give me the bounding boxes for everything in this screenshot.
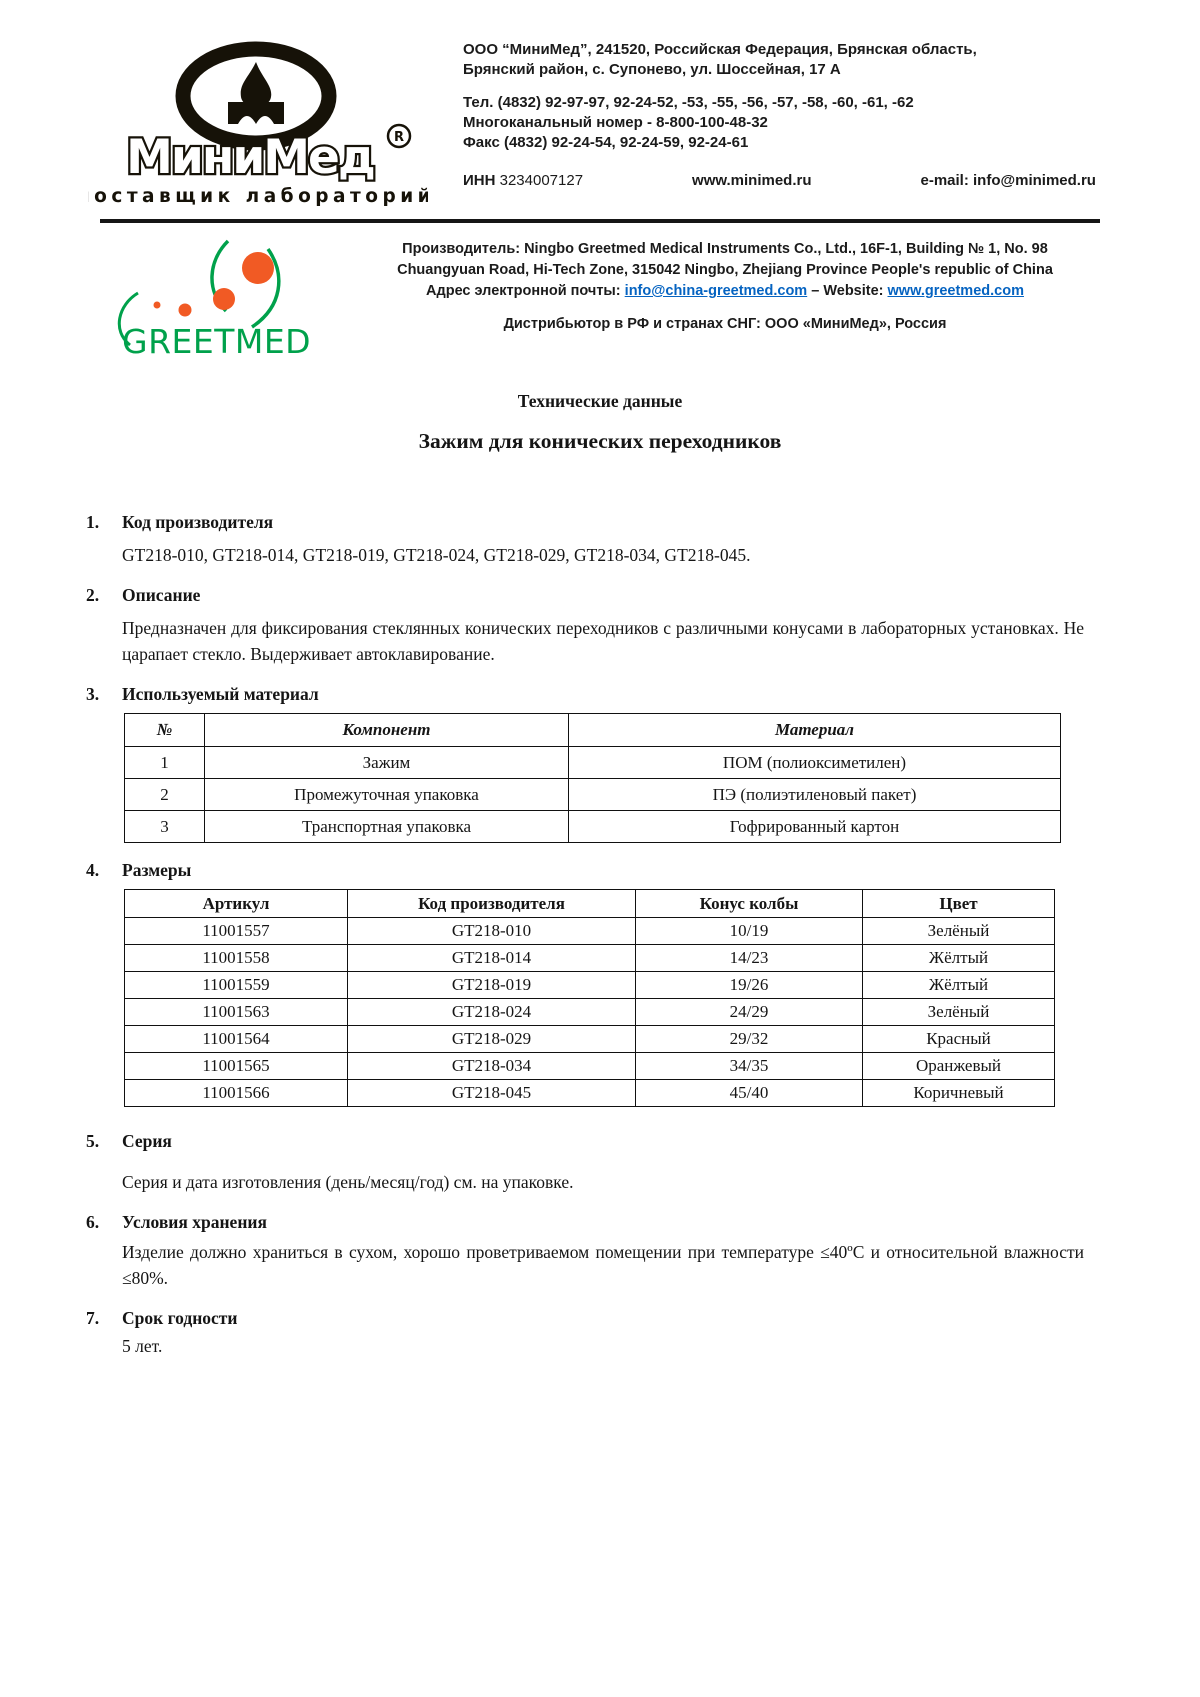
column-header: № — [125, 714, 205, 747]
table-row — [125, 999, 1055, 1026]
brand-tagline: поставщик лабораторий — [88, 186, 428, 207]
cell-article: 11001557 — [125, 918, 348, 945]
cell-component: Зажим — [205, 747, 569, 779]
cell-color: Жёлтый — [863, 972, 1055, 999]
table-header-row — [125, 714, 1061, 747]
manufacturer-band — [100, 231, 1100, 365]
section-7-title: Срок годности — [122, 1308, 238, 1328]
cell-color: Оранжевый — [863, 1053, 1055, 1080]
inn-block — [463, 171, 583, 191]
website-text: www.minimed.ru — [692, 172, 812, 189]
sizes-table — [124, 889, 1055, 1107]
orange-dot-tiny-icon — [154, 302, 161, 309]
table-row — [125, 945, 1055, 972]
section-2-text: Предназначен для фиксирования стеклянных конических переходников с различными конусами в лабораторных установках. Не царапает стекло. Выдерживает автоклавирование. — [122, 618, 1084, 664]
section-4-title: Размеры — [122, 860, 192, 880]
section-1-title: Код производителя — [122, 512, 274, 532]
greetmed-logo — [100, 231, 350, 365]
table-row — [125, 779, 1061, 811]
header-divider — [100, 219, 1100, 223]
table-row — [125, 1053, 1055, 1080]
section-6-title: Условия хранения — [122, 1212, 267, 1232]
cell-cone: 45/40 — [636, 1080, 863, 1107]
cell-article: 11001563 — [125, 999, 348, 1026]
cell-mfr-code: GT218-019 — [348, 972, 636, 999]
section-2-title: Описание — [122, 585, 201, 605]
section-3-heading — [86, 684, 1100, 705]
flame-icon — [241, 62, 272, 107]
cell-color: Зелёный — [863, 999, 1055, 1026]
registered-mark-icon: R — [393, 130, 405, 145]
phone-line: Тел. (4832) 92-97-97, 92-24-52, -53, -55, -56, -57, -58, -60, -61, -62 — [463, 94, 914, 111]
candle-icon — [228, 102, 284, 124]
email-text: e-mail: info@minimed.ru — [920, 172, 1096, 189]
section-7-text: 5 лет. — [122, 1336, 163, 1356]
section-4-number: 4. — [86, 860, 100, 880]
cell-color: Красный — [863, 1026, 1055, 1053]
email-label: Адрес электронной почты: — [426, 283, 625, 299]
section-3-title: Используемый материал — [122, 684, 319, 704]
cell-mfr-code: GT218-010 — [348, 918, 636, 945]
manufacturer-line2: Chuangyuan Road, Hi-Tech Zone, 315042 Ningbo, Zhejiang Province People's republic of China — [397, 262, 1053, 278]
cell-material: Гофрированный картон — [569, 811, 1061, 843]
cell-component: Промежуточная упаковка — [205, 779, 569, 811]
column-header: Материал — [569, 714, 1061, 747]
table-row — [125, 747, 1061, 779]
cell-color: Жёлтый — [863, 945, 1055, 972]
cell-material: ПОМ (полиоксиметилен) — [569, 747, 1061, 779]
section-6-text: Изделие должно храниться в сухом, хорошо проветриваемом помещении при температуре ≤40ºС и относительной влажности ≤80%. — [122, 1242, 1084, 1288]
cell-cone: 24/29 — [636, 999, 863, 1026]
table-row — [125, 811, 1061, 843]
column-header: Код производителя — [348, 890, 636, 918]
inn-value: 3234007127 — [499, 172, 584, 189]
materials-table — [124, 713, 1061, 843]
column-header: Цвет — [863, 890, 1055, 918]
section-7-number: 7. — [86, 1308, 100, 1328]
section-1-heading — [86, 512, 1100, 533]
minimed-logo-icon — [88, 40, 428, 208]
table-row — [125, 1080, 1055, 1107]
section-2-number: 2. — [86, 585, 100, 605]
greetmed-wordmark: GREETMED — [122, 322, 312, 360]
cell-mfr-code: GT218-024 — [348, 999, 636, 1026]
manufacturer-line1: Производитель: Ningbo Greetmed Medical Instruments Co., Ltd., 16F-1, Building № 1, No. 98 — [402, 241, 1048, 257]
cell-cone: 29/32 — [636, 1026, 863, 1053]
company-address-line2: Брянский район, с. Супонево, ул. Шоссейная, 17 А — [463, 61, 841, 78]
table-row — [125, 1026, 1055, 1053]
company-contact-block — [428, 40, 1100, 191]
cell-mfr-code: GT218-045 — [348, 1080, 636, 1107]
section-2-heading — [86, 585, 1100, 606]
cell-mfr-code: GT218-034 — [348, 1053, 636, 1080]
manufacturer-email-link[interactable]: info@china-greetmed.com — [624, 283, 808, 299]
section-4-heading — [86, 860, 1100, 881]
column-header: Компонент — [205, 714, 569, 747]
cell-article: 11001565 — [125, 1053, 348, 1080]
fax-line: Факс (4832) 92-24-54, 92-24-59, 92-24-61 — [463, 134, 749, 151]
cell-component: Транспортная упаковка — [205, 811, 569, 843]
cell-cone: 14/23 — [636, 945, 863, 972]
table-row — [125, 972, 1055, 999]
cell-mfr-code: GT218-014 — [348, 945, 636, 972]
column-header: Артикул — [125, 890, 348, 918]
table-row — [125, 918, 1055, 945]
section-6-heading — [86, 1212, 1100, 1233]
manufacturer-info — [350, 231, 1100, 335]
greetmed-logo-icon — [100, 235, 330, 360]
cell-number: 3 — [125, 811, 205, 843]
cell-cone: 19/26 — [636, 972, 863, 999]
section-1-text: GT218-010, GT218-014, GT218-019, GT218-024, GT218-029, GT218-034, GT218-045. — [122, 545, 751, 565]
manufacturer-website-link[interactable]: www.greetmed.com — [887, 283, 1024, 299]
cell-cone: 34/35 — [636, 1053, 863, 1080]
company-address-line1: ООО “МиниМед”, 241520, Российская Федерация, Брянская область, — [463, 41, 977, 58]
cell-article: 11001558 — [125, 945, 348, 972]
cell-number: 2 — [125, 779, 205, 811]
cell-article: 11001559 — [125, 972, 348, 999]
cell-color: Коричневый — [863, 1080, 1055, 1107]
cell-mfr-code: GT218-029 — [348, 1026, 636, 1053]
manufacturer-contact-line — [350, 281, 1100, 302]
section-3-number: 3. — [86, 684, 100, 704]
cell-color: Зелёный — [863, 918, 1055, 945]
page-title: Зажим для конических переходников — [418, 429, 782, 453]
document-body — [86, 512, 1100, 1359]
minimed-logo — [88, 40, 428, 213]
cell-material: ПЭ (полиэтиленовый пакет) — [569, 779, 1061, 811]
orange-dot-small-icon — [179, 304, 192, 317]
cell-cone: 10/19 — [636, 918, 863, 945]
section-5-title: Серия — [122, 1131, 172, 1151]
section-5-number: 5. — [86, 1131, 100, 1151]
section-7-heading — [86, 1308, 1100, 1329]
brand-wordmark: МиниМед — [126, 130, 374, 185]
table-header-row — [125, 890, 1055, 918]
document-subtitle: Технические данные — [517, 391, 683, 411]
section-1-number: 1. — [86, 512, 100, 532]
phone-multichannel-line: Многоканальный номер - 8-800-100-48-32 — [463, 114, 768, 131]
orange-dot-large-icon — [242, 252, 274, 284]
distributor-line: Дистрибьютор в РФ и странах СНГ: ООО «МиниМед», Россия — [503, 316, 947, 332]
inn-label: ИНН — [463, 172, 496, 189]
section-6-number: 6. — [86, 1212, 100, 1232]
section-5-heading — [86, 1131, 1100, 1152]
letterhead — [88, 40, 1100, 213]
cell-article: 11001564 — [125, 1026, 348, 1053]
section-5-text: Серия и дата изготовления (день/месяц/год) см. на упаковке. — [122, 1172, 574, 1192]
column-header: Конус колбы — [636, 890, 863, 918]
orange-dot-medium-icon — [213, 288, 235, 310]
website-label: – Website: — [807, 283, 888, 299]
cell-number: 1 — [125, 747, 205, 779]
cell-article: 11001566 — [125, 1080, 348, 1107]
